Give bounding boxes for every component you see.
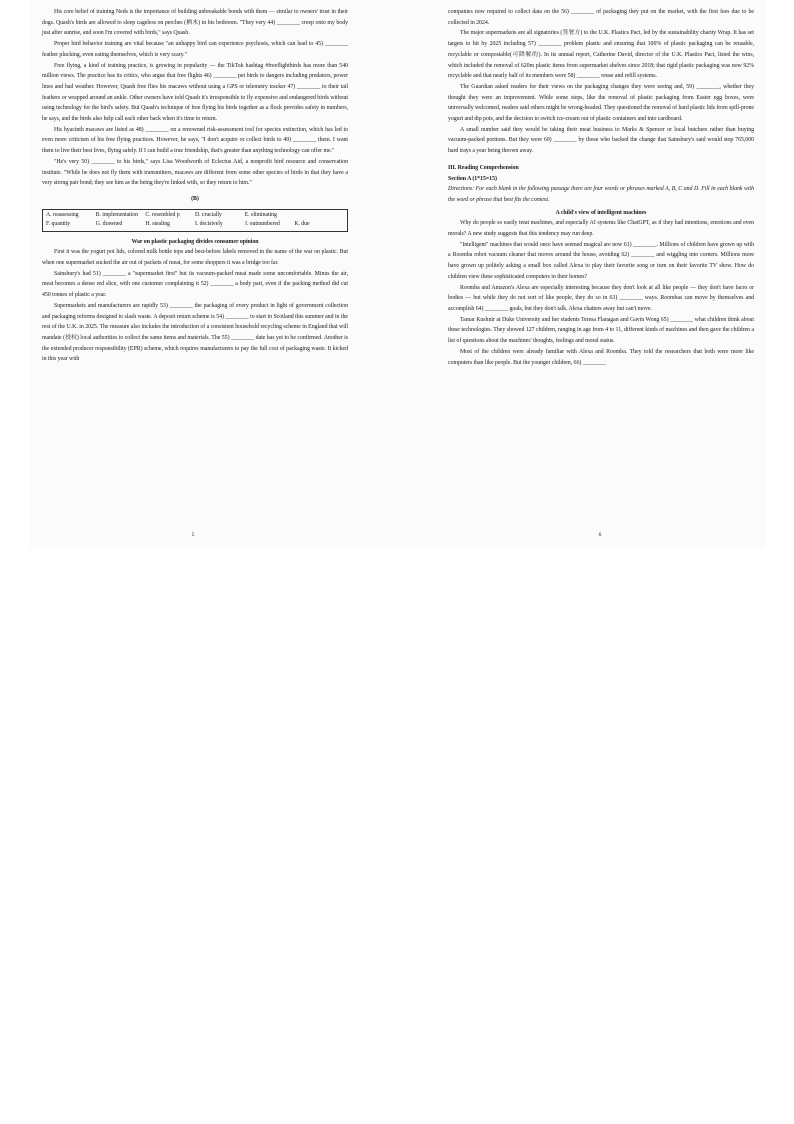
paragraph: Sainsbury's had 51) ________ a "supermarket first" but its vacuum-packed meat made some uncomfortable. Minus the air, meat becomes a dense red slice, with one customer complaining it 52) ________ a body part, even if the packing method did cut 450 tonnes of plastic a year. (42, 270, 348, 299)
paragraph: companies now required to collect data on the 56) ________ of packaging they put on the market, with the first fees due to be collected in 2024. (448, 9, 754, 26)
passage-title: War on plastic packaging divides consumer opinion (131, 238, 259, 245)
paragraph: His core belief of training Neds is the importance of building unbreakable bonds with them — similar to owners' trust in their dogs. Quash's birds are allowed to sleep cageless on perches (栖木) in his bedroom. "They very 44) ________ creep onto my body just after sunrise, and soon I'm covered with birds," says Quash. (42, 9, 348, 37)
paragraph: Roomba and Amazon's Alexa are especially interesting because they don't look at all like people — they don't have faces or bodies — but while they do not sort of like people, they do so in 63) ________ ways. Roombas can move by themselves and accomplish 64) ________ goals, but they don't talk. Alexa chatters away but can't move. (448, 284, 754, 312)
word-option: C. resembled p (145, 211, 180, 218)
paragraph: "He's very 50) ________ to his birds," says Lisa Woodworth of Eclectus Aid, a nonprofit bird resource and conservation institute. "While he does not fly them with transmitters, macaws are different from some other species of birds in that they have a very strong pair bond; they see him as the being they're linked with, so they return to him." (42, 158, 348, 187)
paragraph: The Guardian asked readers for their views on the packaging changes they were seeing and, 59) ________, whether they thought they were an improvement. While some steps, like the removal of plastic packaging from Easter egg boxes, were universally welcomed, readers said others might be wrong-headed. They questioned the removal of hard plastic lids from spill-prone yogurt and dip pots, and the decision to switch ice-cream out of plastic containers and into cardboard. (448, 83, 754, 123)
section-a-label: Section A (1*15=15) (448, 175, 497, 182)
paragraph: The major supermarkets are all signatories (签署方) to the U.K. Plastics Pact, led by the sustainability charity Wrap. It has set targets to hit by 2025 including 57) ________ problem plastic and ensuring that 100% of plastic packaging can be reusable, recyclable or compostable(可降解的). In its annual report, Catherine David, director of the U.K. Plastics Pact, listed the wins, which included the removal of 620m plastic items from supermarket shelves since 2018; that rigid plastic packaging was now 92% recyclable and that nearly half of its members were 58) ________ reuse and refill systems. (448, 30, 754, 80)
paragraph: "Intelligent" machines that would once have seemed magical are now 61) ________. Millions of children have grown up with a Roomba robot vacuum cleaner that moves around the house, avoiding 62) ________ and wiggling into corners. Millions more have grown up politely asking a small box called Alexa to play their favorite song or turn on their favorite TV show. How do children view these sophisticated computers in their homes? (448, 241, 754, 280)
paragraph: Proper bird behavior training are vital because "an unhappy bird can experience psychosis, which can lead to 45) ________ feather plucking, even eating themselves, which is very scary." (42, 41, 348, 58)
word-option: F. quantity (46, 221, 71, 228)
word-option: G. drawned (95, 221, 123, 228)
word-option: E. eliminating (244, 211, 277, 218)
paragraph: Supermarkets and manufacturers are rapidly 53) ________ the packaging of every product in light of government collection and packaging reforms designed to slash waste. A deposit return scheme is 54) ________ to start in Scotland this summer and in the rest of the U.K. in 2025. The measure also includes the introduction of a consistent household recycling scheme in England that will mandate (授权) local authorities to collect the same items and materials. The 55) ________ date has yet to be confirmed. Another is the extended producer responsibility (EPR) scheme, which requires manufacturers to pay the full cost of packaging waste. It kicked in this year with (42, 302, 348, 363)
word-bank-box (42, 209, 348, 232)
word-option: H. stealing (145, 221, 170, 228)
paragraph: His hyacinth macaws are listed as 48) ________ on a renowned risk-assessment tool for species extinction, which has led to even more criticism of his free flying practices. However, he says, "I don't acquire or collect birds to 49) ________ them. I want them to live their best lives, flying safely. If I can build a true friendship, that's greater than anything technology can offer me." (42, 126, 348, 155)
paragraph: A small number said they would be taking their meat business to Marks & Spencer or local butchers rather than buying vacuum-packed portions. But they were 60) ________ by those who backed the change that Sainsbury's said would stop 765,000 hard trays a year being thrown away. (448, 126, 754, 155)
directions: Directions: For each blank in the following passage there are four words or phrases marked A, B, C and D. Fill in each blank with the word or phrase that best fits the context. (448, 186, 754, 203)
passage-title: A child's view of intelligent machines (555, 209, 647, 216)
word-option: D. crucially (195, 211, 222, 218)
word-option: K. due (294, 221, 310, 228)
word-option: I. decisively (195, 221, 223, 228)
paragraph: Most of the children were already familiar with Alexa and Roomba. They told the researchers that both were more like computers than like people. But the younger children, 66) ________ (448, 348, 754, 366)
paragraph: First it was the yogurt pot lids, colored milk bottle tops and best-before labels removed in the name of the war on plastic. But when one supermarket sucked the air out of packets of meat, for some shoppers it was a bridge too far. (42, 249, 348, 267)
word-option (294, 211, 344, 221)
word-option: J. outnumbered (244, 221, 280, 228)
section-number: (B) (191, 195, 199, 202)
section-heading: III. Reading Comprehension (448, 164, 519, 171)
page-number: 6 (598, 532, 602, 538)
left-page (42, 7, 348, 365)
word-option: A. reassessing (46, 211, 79, 218)
right-page (448, 7, 754, 368)
paragraph: Free flying, a kind of training practice, is growing in popularity — the TikTok hashtag #freeflightbirds has more than 540 million views. The practice has its critics, who argue that free flights 46) ________ pet birds to dangers including predators, power lines and bad weather. However, Quash free flies his macaws without using a GPS or telemetry tracker 47) ________ to their tail feathers or wrapped around an ankle. Other owners have told Quash it's irresponsible to fly expensive and endangered birds without using technology for the bird's safety. But Quash's technique of free flying his birds together as a flock provides safety in numbers, he says, and the birds also help call each other back when it's time to return. (42, 62, 348, 123)
page-number: 5 (191, 532, 195, 538)
paragraph: Why do people so easily treat machines, and especially AI systems like ChatGPT, as if they had intentions, emotions and even morals? A new study suggests that this tendency may run deep. (448, 220, 754, 238)
paragraph: Tamar Kushnir at Duke University and her students Teresa Flanagan and Gavin Wong 65) ________ what children think about these technologies. They showed 127 children, ranging in age from 4 to 11, different kinds of machines and then gave the children a list of questions about the machines' thoughts, feelings and moral status. (448, 316, 754, 345)
word-option: B. implementation (95, 211, 138, 218)
